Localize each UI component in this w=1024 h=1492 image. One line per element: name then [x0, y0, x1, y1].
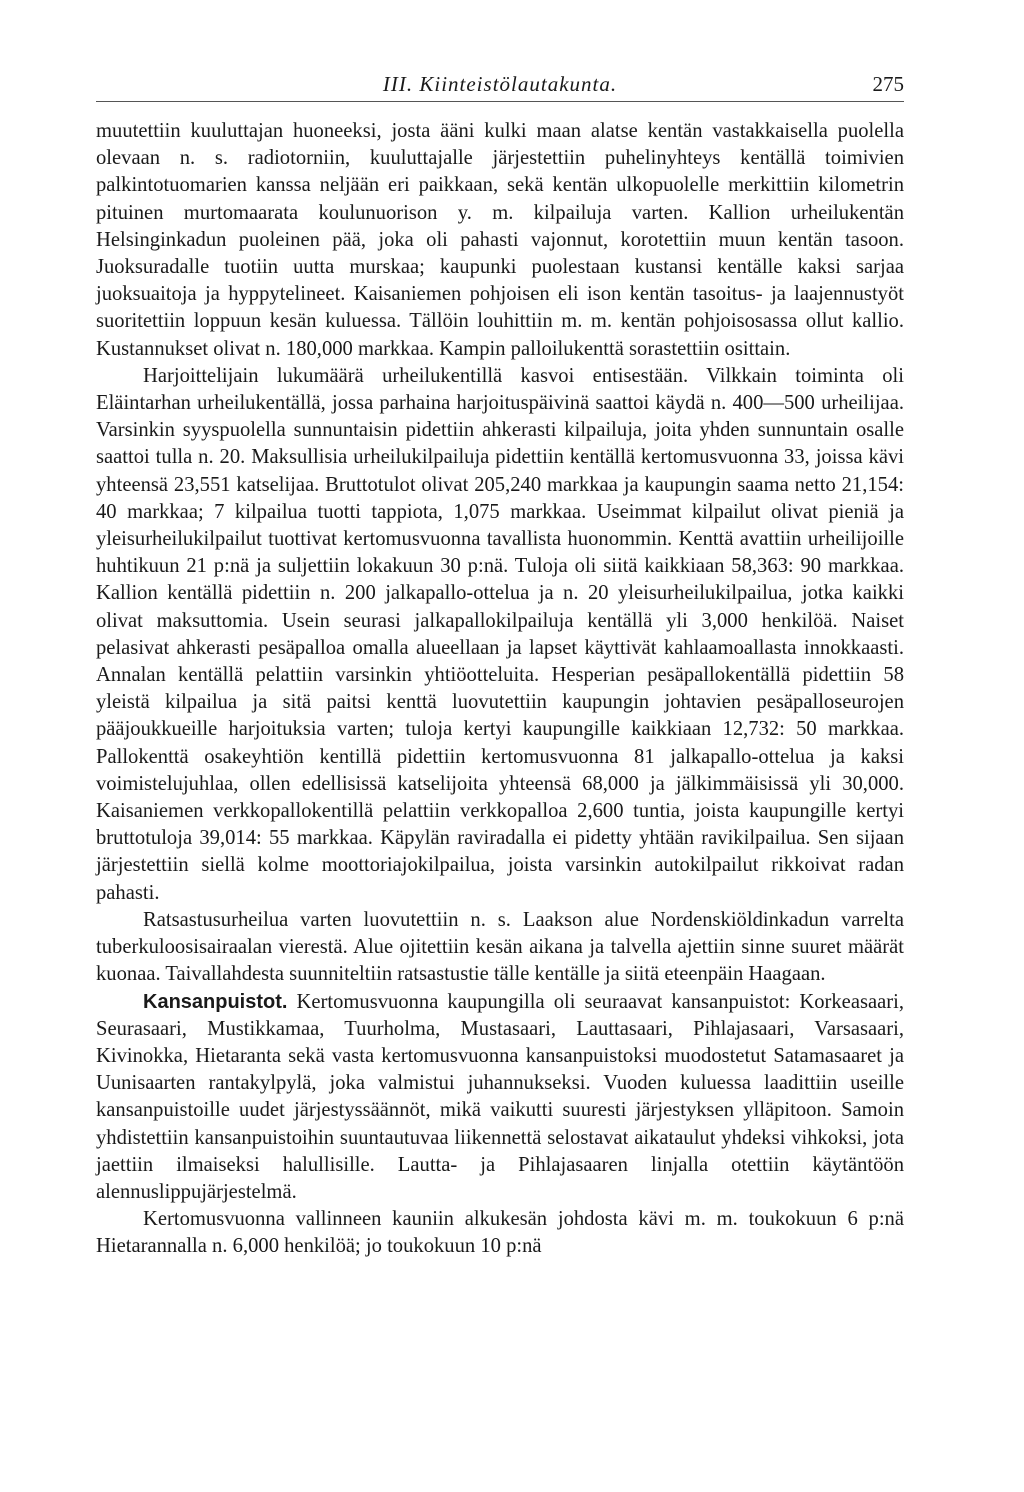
paragraph-kansanpuistot: [96, 989, 904, 1207]
running-head-title: III. Kiinteistölautakunta.: [382, 72, 618, 96]
paragraph-continuation: muutettiin kuuluttajan huoneeksi, josta ääni kulki maan alatse kentän vastakkaisella puolella olevaan n. s. radiotorniin, kuuluttajalle järjestettiin puhelinyhteys kentällä toimivien palkintotuomarien kanssa neljään eri paikkaan, sekä kentän ulkopuolelle merkittiin kilometrin pituinen murtomaarata koulunuorison y. m. kilpailuja varten. Kallion urheilukentän Helsinginkadun puoleinen pää, joka oli pahasti vajonnut, korotettiin muun kentän tasoon. Juoksuradalle tuotiin uutta murskaa; kaupunki puolestaan kustansi kentälle kaksi sarjaa juoksuaitoja ja hyppytelineet. Kaisaniemen pohjoisen eli ison kentän tasoitus- ja laajennustyöt suoritettiin loppuun kesän kuluessa. Tällöin louhittiin m. m. kentän pohjoisosassa ollut kallio. Kustannukset olivat n. 180,000 markkaa. Kampin palloilukenttä sorastettiin osittain.: [96, 120, 904, 360]
header-rule: [96, 101, 904, 102]
section-heading-kansanpuistot: Kansanpuistot.: [143, 990, 288, 1013]
page-number: 275: [872, 72, 904, 96]
running-head: [96, 72, 904, 102]
paragraph-harjoittelijain: Harjoittelijain lukumäärä urheilukentillä kasvoi entisestään. Vilkkain toiminta oli Eläintarhan urheilukentällä, jossa parhaina harjoituspäivinä saattoi käydä n. 400—500 urheilijaa. Varsinkin syyspuolella sunnuntaisin pidettiin ahkerasti kilpailuja, joita yhden sunnuntain osalle saattoi tulla n. 20. Maksullisia urheilukilpailuja pidettiin kentällä kertomusvuonna 33, joissa kävi yhteensä 23,551 katselijaa. Bruttotulot olivat 205,240 markkaa ja kaupungin saama netto 21,154: 40 markkaa; 7 kilpailua tuotti tappiota, 1,075 markkaa. Useimmat kilpailut olivat pieniä ja yleisurheilukilpailut tuottivat kertomusvuonna tavallista huonommin. Kenttä avattiin urheilijoille huhtikuun 21 p:nä ja suljettiin lokakuun 30 p:nä. Tuloja oli siitä kaikkiaan 58,363: 90 markkaa. Kallion kentällä pidettiin n. 200 jalkapallo-ottelua ja n. 20 yleisurheilukilpailua, jotka kaikki olivat maksuttomia. Usein seurasi jalkapallokilpailuja kentällä yli 3,000 henkilöä. Naiset pelasivat ahkerasti pesäpalloa omalla alueellaan ja lapset käyttivät kahlaamoallasta innokkaasti. Annalan kentällä pelattiin varsinkin yhtiöotteluita. Hesperian pesäpallokentällä pidettiin 58 yleistä kilpailua ja sitä paitsi kenttä luovutettiin kaupungin johtavien pesäpalloseurojen pääjoukkueille harjoituksia varten; tuloja kertyi kaupungille kaikkiaan 12,732: 50 markkaa. Pallokenttä osakeyhtiön kentillä pidettiin kertomusvuonna 81 jalkapallo-ottelua ja kaksi voimistelujuhlaa, ollen edellisissä katselijoita yhteensä 68,000 ja jälkimmäisissä yli 30,000. Kaisaniemen verkkopallokentillä pelattiin verkkopalloa 2,600 tuntia, joista kaupungille kertyi bruttotuloja 39,014: 55 markkaa. Käpylän raviradalla ei pidetty yhtään ravikilpailua. Sen sijaan järjestettiin siellä kolme moottoriajokilpailua, joista varsinkin autokilpailut rikkoivat radan pahasti.: [96, 364, 904, 904]
paragraph-kansanpuistot-text: Kertomusvuonna kaupungilla oli seuraavat kansanpuistot: Korkeasaari, Seurasaari, Mustikkamaa, Tuurholma, Mustasaari, Lauttasaari, Pihlajasaari, Varsasaari, Kivinokka, Hietaranta sekä vasta kertomusvuonna kansanpuistoksi muodostetut Satamasaaret ja Uunisaarten rantakylpylä, joka valmistui juhannukseksi. Vuoden kuluessa laadittiin useille kansanpuistoille uudet järjestyssäännöt, mikä vaikutti suuresti järjestyksen ylläpitoon. Samoin yhdistettiin kansanpuistoihin suuntautuvaa liikennettä selostavat aikataulut yhdeksi vihkoksi, jota jaettiin ilmaiseksi halullisille. Lautta- ja Pihlajasaaren linjalla otettiin käytäntöön alennuslippujärjestelmä.: [96, 990, 904, 1203]
paragraph-ratsastusurheilua: Ratsastusurheilua varten luovutettiin n. s. Laakson alue Nordenskiöldinkadun varrelta tuberkuloosisairaalan vierestä. Alue ojitettiin kesän aikana ja talvella ajettiin sinne suuret määrät kuonaa. Taivallahdesta suunniteltiin ratsastustie tälle kentälle ja siitä eteenpäin Haagaan.: [96, 908, 904, 986]
body-text: [96, 118, 904, 1261]
paragraph-kertomusvuonna: Kertomusvuonna vallinneen kauniin alkukesän johdosta kävi m. m. toukokuun 6 p:nä Hietarannalla n. 6,000 henkilöä; jo toukokuun 10 p:nä: [96, 1208, 904, 1258]
